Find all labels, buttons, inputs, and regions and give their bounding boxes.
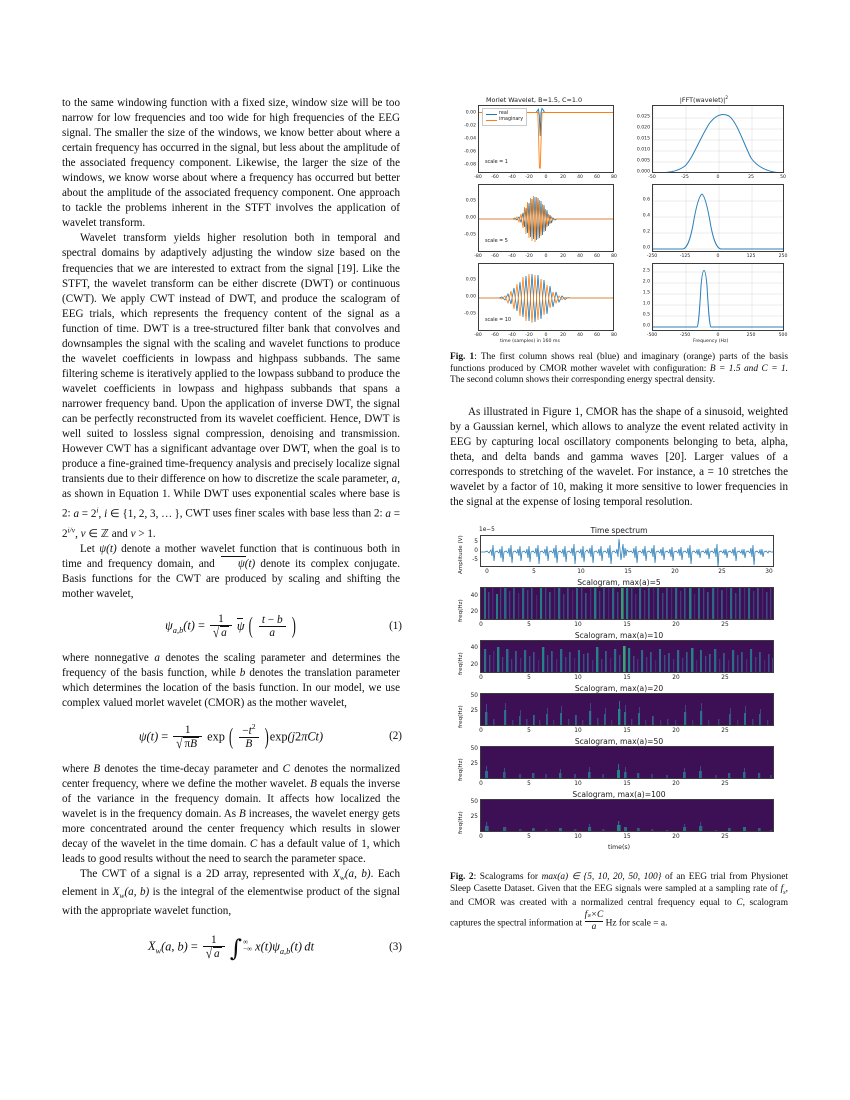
figure-1-caption (450, 352, 788, 387)
equation-2-number: (2) (389, 729, 402, 742)
fig2-panel2-ylabel: freq(Hz) (458, 652, 464, 676)
fig2-panel2-ytick-0: 40 (470, 645, 478, 652)
fig1-panel-fft-scale10 (652, 263, 784, 331)
equation-2: ψ(t) = $\frac{1}{√ \pi B}$ exp ( $\frac{-t^2}{B}$ )exp(j2πCt) (138, 722, 324, 752)
paragraph-2-tail-2: , CWT uses finer scales with base less than 2: (179, 507, 386, 520)
fig2-panel0-xtick-5: 25 (718, 569, 726, 576)
paragraph-5-text-5: increases, the wavelet energy gets more concentrated around the center frequency which results in slower decay of the wavelet in the time domain. (62, 808, 400, 851)
paragraph-3-text-1: Let (80, 542, 100, 555)
inline-math-b: b (239, 666, 246, 679)
fig1-xtick-r2-8: 80 (611, 254, 617, 259)
fig1-ytick-r1-1: -0.02 (464, 123, 476, 129)
figure-2-caption-max: max (541, 872, 558, 883)
inline-math-B3: B (239, 808, 246, 821)
fig2-panel4-xtick-3: 15 (623, 781, 631, 788)
inline-math-scale-fine: $a = 2^{i/v}$, v ∈ ℤ and v > 1. (62, 507, 400, 540)
figure-2-caption-C: C (736, 898, 743, 909)
paragraph-5 (62, 762, 400, 867)
fig2-scalogram-10-svg (481, 641, 774, 673)
fig2-panel5-ytick-0: 50 (470, 799, 478, 806)
fig2-panel3-axes (480, 693, 774, 726)
fig2-panel0-ytick-0: 5 (474, 539, 478, 546)
fig1-ytick-r2-2: -0.05 (464, 232, 476, 238)
paragraph-4-text-1: where nonnegative (62, 651, 155, 664)
fig1-panel-fft-scale5 (652, 184, 784, 252)
fig1-fft-xtick-r3-0: -500 (646, 333, 658, 338)
fig2-panel4-ytick-1: 25 (470, 761, 478, 768)
fig1-fft-xtick-r1-2: 0 (716, 175, 720, 180)
inline-math-scale-exp: $a = 2^i$, i ∈ {1, 2, 3, … } (73, 505, 180, 520)
equation-2-block (62, 722, 400, 750)
right-column (450, 96, 788, 934)
fig2-panel2-ytick-1: 20 (470, 662, 478, 669)
fig1-xtick-r1-4: 0 (544, 175, 548, 180)
inline-math-C2: C (249, 838, 258, 851)
paragraph-4 (62, 651, 400, 711)
fig2-panel1-xtick-4: 20 (672, 622, 680, 629)
fig1-fft-ytick-r1-2: 0.010 (636, 147, 650, 153)
fig1-xtick-r3-2: -40 (508, 333, 516, 338)
fig1-scale-tag-5: scale = 5 (485, 238, 508, 244)
paragraph-3-text-2: denote a mother wavelet function that is continuous both in time and frequency domain, and (62, 542, 400, 570)
fig2-panel5-xtick-0: 0 (479, 834, 483, 841)
fig2-panel5-ytick-1: 25 (470, 814, 478, 821)
paragraph-2-tail-1: , as shown in Equation 1. While DWT uses exponential scales where base is 2: (62, 473, 400, 520)
fig1-xtick-r2-3: -20 (525, 254, 533, 259)
paragraph-2 (62, 231, 400, 541)
paragraph-3 (62, 542, 400, 602)
fig1-fft-xtick-r1-3: 25 (748, 175, 754, 180)
fig1-fft-scale1-svg (653, 106, 784, 173)
fig2-panel4-title: Scalogram, max(a)=50 (574, 737, 664, 747)
inline-math-B2: B (310, 777, 317, 790)
fig1-xtick-r1-0: -80 (474, 175, 482, 180)
equation-3-number: (3) (389, 940, 402, 953)
fig2-panel5-xtick-2: 10 (574, 834, 582, 841)
fig1-fft-xtick-r3-2: 0 (716, 333, 720, 338)
fig1-fft-xtick-r2-1: -125 (679, 254, 691, 259)
fig1-ytick-r3-1: 0.00 (465, 294, 476, 300)
fig2-panel1-title: Scalogram, max(a)=5 (577, 578, 661, 588)
fig2-panel3-xtick-0: 0 (479, 728, 483, 735)
fig2-panel3-xtick-4: 20 (672, 728, 680, 735)
fig2-panel0-axes (480, 535, 774, 567)
fig1-fft-xtick-r2-0: -250 (646, 254, 658, 259)
inline-math-psi-bar-t: ψ(t) (220, 557, 255, 572)
figure-1-caption-sep: : (474, 352, 477, 362)
fig2-panel2-xtick-0: 0 (479, 675, 483, 682)
fig1-ytick-r1-4: -0.08 (464, 162, 476, 168)
equation-1-number: (1) (389, 619, 402, 632)
fig1-legend-imaginary (486, 117, 523, 123)
fig2-panel5-xtick-5: 25 (721, 834, 729, 841)
fig1-fft-ytick-r3-5: 2.5 (642, 268, 650, 274)
fig2-panel0-xtick-3: 15 (624, 569, 632, 576)
fig2-panel5-axes (480, 799, 774, 832)
fig2-panel0-xtick-0: 0 (485, 569, 489, 576)
fig1-fft-xtick-r3-1: -250 (679, 333, 691, 338)
figure-2-caption-text-c: , and CMOR was created with a normalized central frequency equal to (450, 883, 788, 909)
paragraph-5-text-1: where (62, 762, 94, 775)
fig1-scale-tag-1: scale = 1 (485, 159, 508, 165)
fig1-panel-real-scale10 (478, 263, 614, 331)
fig1-xtick-r1-6: 40 (577, 175, 583, 180)
equation-3: $X_w(a$, b) = $\frac{1}{√ a}$ ∫ ∞ −∞ $x(t)\psi_{a,b}(t)$ dt (147, 933, 314, 963)
fig1-xtick-r3-3: -20 (525, 333, 533, 338)
fig1-xtick-r3-0: -80 (474, 333, 482, 338)
fig1-xtick-r2-6: 40 (577, 254, 583, 259)
paragraph-2-text: Wavelet transform yields higher resolution both in temporal and spectral domains by adaptively adjusting the window size based on the frequencies that we are interested to extract from the signal [19]. Like the STFT, the wavelet transform can be either discrete (DWT) or continuous (CWT). We apply CWT instead of DWT, and produce the scalogram of EEG trials, which represents the frequency content of the signal as a function of time. DWT is a tree-structured filter bank that convolves and downsamples the signal with the scaling and wavelet functions to produce the wavelet coefficients in lowpass and highpass subbands. The same filtering scheme is iteratively applied to the lowpass subband to produce the wavelet coefficients in lowpass and highpass subbands that spans a narrower frequency band. Upon the application of inverse DWT, the signal can be perfectly reconstructed from its wavelet coefficient. Hence, DWT is well suited to lossless signal compression, denoising and transmission. However CWT has a significant advantage over DWT, when the goal is to produce a fine-grained time-frequency analysis and precisely localize signal transients due to their difference on how to discretize the scale parameter, (62, 232, 400, 486)
fig1-ytick-r3-2: -0.05 (464, 311, 476, 317)
inline-math-Xw-ab-1: $X_w(a$, b) (333, 868, 371, 883)
fig1-ytick-r2-1: 0.00 (465, 215, 476, 221)
figure-2-caption-text-b: of an EEG trial from Physionet Sleep Casette Dataset. Given that the EEG signals were sampled at a sampling rate of (450, 872, 788, 894)
paragraph-4-text-3: denotes the translation parameter which determines the location of the basis function. In our model, we use complex valued morlet wavelet (CMOR) as the mother wavelet, (62, 666, 400, 710)
fig1-fft-xtick-r2-4: 250 (778, 254, 788, 259)
inline-math-a: a (391, 473, 398, 486)
fig2-panel1-ytick-0: 40 (470, 593, 478, 600)
inline-math-psi-t: ψ(t) (99, 542, 117, 555)
figure-2-caption-frac-num: fₛ×C (584, 909, 604, 920)
fig1-fft-xtick-r1-1: -25 (681, 175, 689, 180)
inline-math-a2: a (154, 651, 160, 664)
fig2-panel2-xtick-4: 20 (672, 675, 680, 682)
left-column (62, 96, 400, 972)
fig1-xtick-r3-7: 60 (594, 333, 600, 338)
fig2-panel4-ytick-0: 50 (470, 746, 478, 753)
fig2-panel2-xtick-5: 25 (721, 675, 729, 682)
fig1-fft-ytick-r2-3: 0.6 (642, 197, 650, 203)
fig2-panel3-ylabel: freq(Hz) (458, 705, 464, 729)
fig1-fft-ytick-r2-2: 0.4 (642, 213, 650, 219)
figure-2-caption-fraction (585, 910, 604, 934)
fig1-xtick-r3-6: 40 (577, 333, 583, 338)
figure-1-plot (450, 96, 788, 346)
fig1-fft-xtick-r2-3: 125 (746, 254, 756, 259)
fig1-fft-ytick-r3-1: 0.5 (642, 312, 650, 318)
inline-math-C1: C (282, 762, 290, 775)
fig1-xtick-r1-8: 80 (611, 175, 617, 180)
fig2-panel2-axes (480, 640, 774, 673)
right-paragraph-1-text: As illustrated in Figure 1, CMOR has the shape of a sinusoid, weighted by a Gaussian kernel, which allows to analyze the event related activity in EEG by capturing local oscillatory components belonging to beta, alpha, theta, and delta bands and gamma waves [20]. Larger values of a corresponds to stretching of the wavelet. For instance, a = 10 stretches the wavelet by a factor of 10, making it more sensitive to lower frequencies in the signal at the expense of losing temporal resolution. (450, 405, 788, 509)
figure-2-caption-label: Fig. 2 (450, 872, 474, 883)
inline-math-Xw-ab-2: $X_w(a$, b) (112, 886, 150, 901)
fig2-panel2-xtick-2: 10 (574, 675, 582, 682)
fig2-panel3-xtick-1: 5 (527, 728, 531, 735)
fig1-ytick-r1-3: -0.06 (464, 149, 476, 155)
fig2-panel5-xtick-4: 20 (672, 834, 680, 841)
fig1-fft-ytick-r3-0: 0.0 (642, 323, 650, 329)
fig1-ytick-r3-0: 0.05 (465, 277, 476, 283)
fig2-panel5-ylabel: freq(Hz) (458, 811, 464, 835)
fig1-left-title: Morlet Wavelet, B=1.5, C=1.0 (485, 96, 583, 104)
legend-line-imaginary-icon (486, 120, 497, 121)
fig1-fft-ytick-r2-1: 0.2 (642, 229, 650, 235)
paragraph-5-text-3: denotes the normalized center frequency, where we define the mother wavelet. (62, 762, 400, 790)
fig2-panel0-xtick-6: 30 (765, 569, 773, 576)
paragraph-4-text-2: denotes the scaling parameter and determines the frequency of the basis function, while (62, 651, 400, 679)
fig1-xtick-r3-1: -60 (491, 333, 499, 338)
fig2-panel0-ytick-2: -5 (472, 557, 478, 564)
fig1-fft-scale10-svg (653, 264, 784, 331)
fig2-panel1-xtick-3: 15 (623, 622, 631, 629)
legend-line-real-icon (486, 114, 497, 115)
fig2-panel3-xtick-5: 25 (721, 728, 729, 735)
equation-1-block (62, 613, 400, 639)
fig2-panel0-ytick-1: 0 (474, 548, 478, 555)
fig2-panel0-xtick-2: 10 (577, 569, 585, 576)
paragraph-6 (62, 867, 400, 919)
paragraph-6-text-3: is the integral of the elementwise product of the signal with the appropriate wavelet function, (62, 886, 400, 917)
fig1-xtick-r1-1: -60 (491, 175, 499, 180)
fig2-panel4-xtick-0: 0 (479, 781, 483, 788)
fig2-xlabel: time(s) (607, 844, 631, 852)
fig1-fft-xtick-r1-0: -50 (648, 175, 656, 180)
fig2-panel1-xtick-2: 10 (574, 622, 582, 629)
fig2-panel4-xtick-2: 10 (574, 781, 582, 788)
fig2-panel4-xtick-4: 20 (672, 781, 680, 788)
figure-2 (450, 526, 788, 934)
fig1-xtick-r3-4: 0 (544, 333, 548, 338)
fig1-xtick-r3-8: 80 (611, 333, 617, 338)
fig1-xtick-r1-5: 20 (560, 175, 566, 180)
fig1-ytick-r1-0: 0.00 (465, 110, 476, 116)
figure-2-caption-text-a: Scalograms for (476, 872, 542, 883)
fig1-fft-ytick-r1-4: 0.020 (636, 125, 650, 131)
fig2-panel1-ytick-1: 20 (470, 609, 478, 616)
figure-1-caption-text-a: The first column shows real (blue) and imaginary (orange) parts of the basis functions produced by CMOR mother wavelet with configuration: (450, 352, 788, 374)
fig1-panel-real-scale1 (478, 105, 614, 173)
fig1-xtick-r2-4: 0 (544, 254, 548, 259)
fig2-panel2-title: Scalogram, max(a)=10 (574, 631, 664, 641)
fig2-panel3-xtick-3: 15 (623, 728, 631, 735)
fig2-panel4-xtick-5: 25 (721, 781, 729, 788)
fig1-fft-ytick-r3-3: 1.5 (642, 290, 650, 296)
fig1-fft-ytick-r1-5: 0.025 (636, 114, 650, 120)
fig1-fft-scale5-svg (653, 185, 784, 252)
figure-2-caption-frac-den: a (585, 921, 604, 934)
fig1-fft-xtick-r1-4: 50 (780, 175, 786, 180)
fig1-legend (482, 108, 527, 126)
paragraph-6-text-1: The CWT of a signal is a 2D array, represented with (80, 868, 334, 881)
figure-1-caption-label: Fig. 1 (450, 352, 475, 362)
fig1-xtick-r1-7: 60 (594, 175, 600, 180)
fig2-panel5-xtick-3: 15 (623, 834, 631, 841)
paragraph-5-text-4: equals the inverse of the variance in the frequency domain. It affects how localized the wavelet is in the frequency domain. As (62, 777, 401, 821)
fig2-panel2-xtick-3: 15 (623, 675, 631, 682)
right-paragraph-1 (450, 405, 788, 510)
fig2-panel0-xtick-4: 20 (671, 569, 679, 576)
paragraph-6-text-2: . Each element in (62, 868, 401, 899)
fig2-panel0-xtick-1: 5 (532, 569, 536, 576)
paragraph-5-text-6: has a default value of 1, which leads to good results without the need to search the parameter space. (62, 838, 400, 866)
figure-2-caption-fs: $f_s$ (780, 883, 786, 896)
fig1-ytick-r1-2: -0.04 (464, 136, 476, 142)
fig1-fft-ytick-r2-0: 0.0 (642, 245, 650, 251)
fig2-scalogram-100-svg (481, 800, 774, 832)
fig2-scalogram-50-svg (481, 747, 774, 779)
fig2-panel0-ylabel: Amplitude (V) (458, 535, 464, 575)
fig1-xtick-r2-2: -40 (508, 254, 516, 259)
fig1-left-xlabel: time (samples) in 160 ms (500, 339, 560, 344)
fig2-panel3-xtick-2: 10 (574, 728, 582, 735)
equation-1: $\psi_{a,b}(t)$ = $\frac{1}{√ a}$ ψ ( $\frac{t - b}{a}$ ) (165, 612, 296, 641)
paragraph-3-text-3: denote its complex conjugate. Basis functions for the CWT are produced by scaling and shifting the mother wavelet, (62, 557, 400, 600)
fig2-scalogram-5-svg (481, 588, 774, 620)
fig1-fft-xtick-r3-4: 500 (778, 333, 788, 338)
fig2-time-spectrum-svg (481, 536, 774, 567)
fig2-panel4-xtick-1: 5 (527, 781, 531, 788)
figure-1-caption-text-b: The second column shows their corresponding energy spectral density. (450, 375, 716, 386)
paragraph-5-text-2: denotes the time-decay parameter and (100, 762, 283, 775)
fig2-panel3-title: Scalogram, max(a)=20 (574, 684, 664, 694)
fig2-panel3-ytick-0: 50 (470, 693, 478, 700)
fig1-fft-xtick-r3-3: 250 (746, 333, 756, 338)
figure-2-caption-text-e: Hz for scale = a. (603, 918, 668, 929)
fig1-fft-ytick-r1-1: 0.005 (636, 158, 650, 164)
fig1-xtick-r3-5: 20 (560, 333, 566, 338)
fig1-ytick-r2-0: 0.05 (465, 198, 476, 204)
fig1-legend-real-label: real (499, 111, 509, 116)
figure-2-caption-set: (a) ∈ {5, 10, 20, 50, 100} (557, 872, 662, 883)
fig2-panel1-ylabel: freq(Hz) (458, 599, 464, 623)
figure-1 (450, 96, 788, 387)
figure-2-caption-sep: : (473, 872, 477, 883)
fig2-panel1-xtick-5: 25 (721, 622, 729, 629)
fig1-xtick-r1-2: -40 (508, 175, 516, 180)
figure-2-caption (450, 872, 788, 934)
fig2-scalogram-20-svg (481, 694, 774, 726)
fig2-panel3-ytick-1: 25 (470, 708, 478, 715)
fig1-xtick-r2-5: 20 (560, 254, 566, 259)
figure-2-plot (450, 526, 788, 866)
fig1-xtick-r2-1: -60 (491, 254, 499, 259)
fig1-scale-tag-10: scale = 10 (485, 317, 512, 323)
fig2-panel2-xtick-1: 5 (527, 675, 531, 682)
figure-2-caption-text-d: , scalogram captures the spectral information at (450, 898, 789, 929)
fig1-fft-xtick-r2-2: 0 (716, 254, 720, 259)
fig2-panel1-axes (480, 587, 774, 620)
fig1-fft-ytick-r3-2: 1.0 (642, 301, 650, 307)
fig2-panel5-xtick-1: 5 (527, 834, 531, 841)
fig2-panel4-ylabel: freq(Hz) (458, 758, 464, 782)
fig1-right-title: $|FFT(wavelet)|^2$ (679, 96, 729, 105)
fig1-fft-ytick-r3-4: 2.0 (642, 279, 650, 285)
fig2-panel5-title: Scalogram, max(a)=100 (572, 790, 666, 800)
fig1-fft-ytick-r1-3: 0.015 (636, 136, 650, 142)
fig1-panel-fft-scale1 (652, 105, 784, 173)
fig1-right-xlabel: Frequency (Hz) (693, 339, 729, 344)
fig1-xtick-r2-7: 60 (594, 254, 600, 259)
fig2-panel0-title: Time spectrum (590, 526, 648, 536)
fig1-xtick-r2-0: -80 (474, 254, 482, 259)
figure-1-caption-eq: B = 1.5 and C = 1. (709, 363, 789, 374)
fig2-panel0-sci: 1e−5 (479, 527, 495, 534)
fig1-legend-imaginary-label: imaginary (499, 117, 524, 122)
inline-math-B1: B (93, 762, 101, 775)
equation-3-block (62, 933, 402, 963)
fig1-panel-real-scale5 (478, 184, 614, 252)
fig2-panel1-xtick-0: 0 (479, 622, 483, 629)
fig1-xtick-r1-3: -20 (525, 175, 533, 180)
paragraph-1: to the same windowing function with a fixed size, window size will be too narrow for low frequencies and too wide for high frequencies of the EEG signal. The smaller the size of the windows, we know better about where a certain frequency has occurred in the signal, but less about the amplitude of the associated frequency component. Likewise, the larger the size of the windows, we know worse about where a frequency has occurred but better about the amplitude of the associated frequency component. One approach to tackle the problems inherent in the STFT involves the application of wavelet transform. (62, 97, 400, 230)
fig2-panel4-axes (480, 746, 774, 779)
fig1-fft-ytick-r1-0: 0.000 (636, 169, 650, 175)
fig2-panel1-xtick-1: 5 (527, 622, 531, 629)
